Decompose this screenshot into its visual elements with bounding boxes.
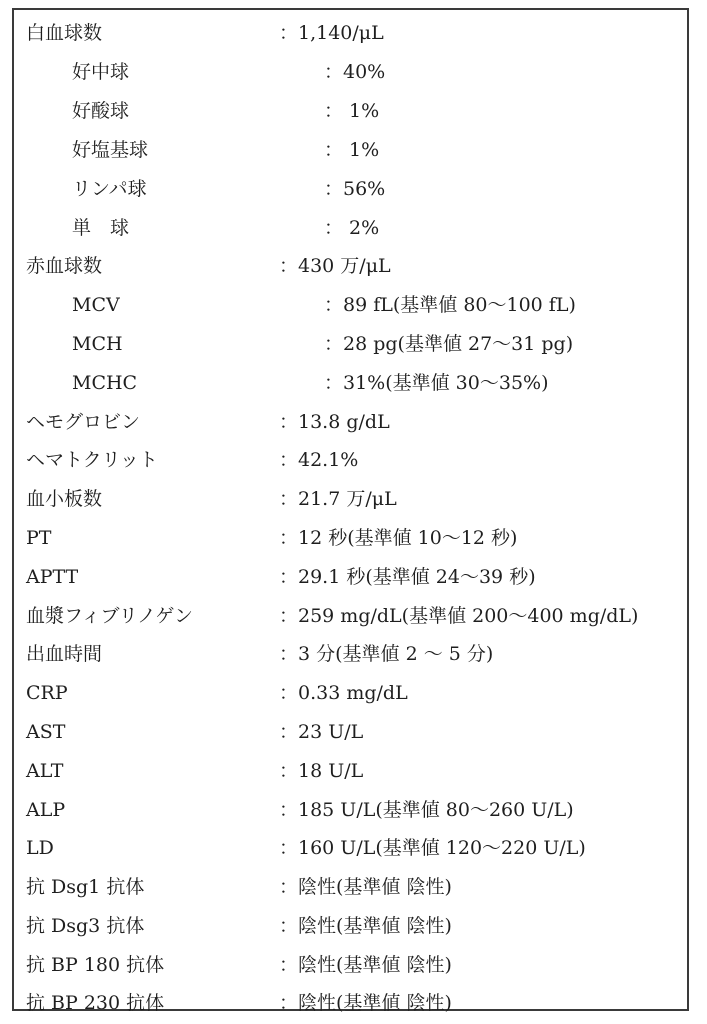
test-value: ：1,140/μL: [279, 22, 384, 44]
test-label: 白血球数: [26, 22, 103, 44]
test-label: ヘモグロビン: [26, 411, 141, 433]
test-label: 好中球: [72, 61, 130, 83]
test-label: MCV: [72, 294, 120, 316]
test-label: PT: [26, 527, 52, 549]
test-value: ：陰性(基準値 陰性): [279, 992, 452, 1014]
test-label: 好塩基球: [72, 139, 149, 161]
test-value: ：259 mg/dL(基準値 200〜400 mg/dL): [279, 605, 639, 627]
test-label: 抗 Dsg3 抗体: [26, 915, 145, 937]
test-value: ：29.1 秒(基準値 24〜39 秒): [279, 566, 536, 588]
test-value: ：28 pg(基準値 27〜31 pg): [324, 333, 574, 355]
test-label: APTT: [26, 566, 79, 588]
test-label: 抗 BP 230 抗体: [26, 992, 165, 1014]
test-label: ヘマトクリット: [26, 449, 158, 471]
test-value: ： 2%: [324, 217, 380, 239]
test-value: ：3 分(基準値 2 〜 5 分): [279, 643, 494, 665]
test-label: 赤血球数: [26, 255, 103, 277]
test-label: 血漿フィブリノゲン: [26, 605, 194, 627]
test-value: ：89 fL(基準値 80〜100 fL): [324, 294, 576, 316]
test-label: 血小板数: [26, 488, 103, 510]
test-label: 出血時間: [26, 643, 103, 665]
test-label: MCH: [72, 333, 123, 355]
test-value: ：0.33 mg/dL: [279, 682, 408, 704]
test-value: ：13.8 g/dL: [279, 411, 390, 433]
test-value: ：185 U/L(基準値 80〜260 U/L): [279, 799, 574, 821]
test-label: ALT: [26, 760, 64, 782]
test-value: ：陰性(基準値 陰性): [279, 876, 452, 898]
test-label: 抗 Dsg1 抗体: [26, 876, 145, 898]
test-value: ： 1%: [324, 100, 380, 122]
test-value: ：31%(基準値 30〜35%): [324, 372, 549, 394]
test-label: CRP: [26, 682, 68, 704]
test-value: ：42.1%: [279, 449, 359, 471]
test-value: ：430 万/μL: [279, 255, 391, 277]
test-label: AST: [26, 721, 66, 743]
test-value: ：陰性(基準値 陰性): [279, 954, 452, 976]
test-value: ：23 U/L: [279, 721, 364, 743]
test-value: ：40%: [324, 61, 386, 83]
test-label: 好酸球: [72, 100, 130, 122]
test-label: ALP: [26, 799, 66, 821]
test-value: ：160 U/L(基準値 120〜220 U/L): [279, 837, 586, 859]
test-value: ：12 秒(基準値 10〜12 秒): [279, 527, 518, 549]
lab-results-box: [12, 8, 689, 1014]
test-label: 単 球: [72, 217, 130, 239]
test-value: ：陰性(基準値 陰性): [279, 915, 452, 937]
test-label: リンパ球: [72, 178, 147, 200]
test-label: MCHC: [72, 372, 138, 394]
test-value: ：56%: [324, 178, 386, 200]
test-value: ：21.7 万/μL: [279, 488, 397, 510]
test-value: ：18 U/L: [279, 760, 364, 782]
test-label: 抗 BP 180 抗体: [26, 954, 165, 976]
test-value: ： 1%: [324, 139, 380, 161]
test-label: LD: [26, 837, 54, 859]
